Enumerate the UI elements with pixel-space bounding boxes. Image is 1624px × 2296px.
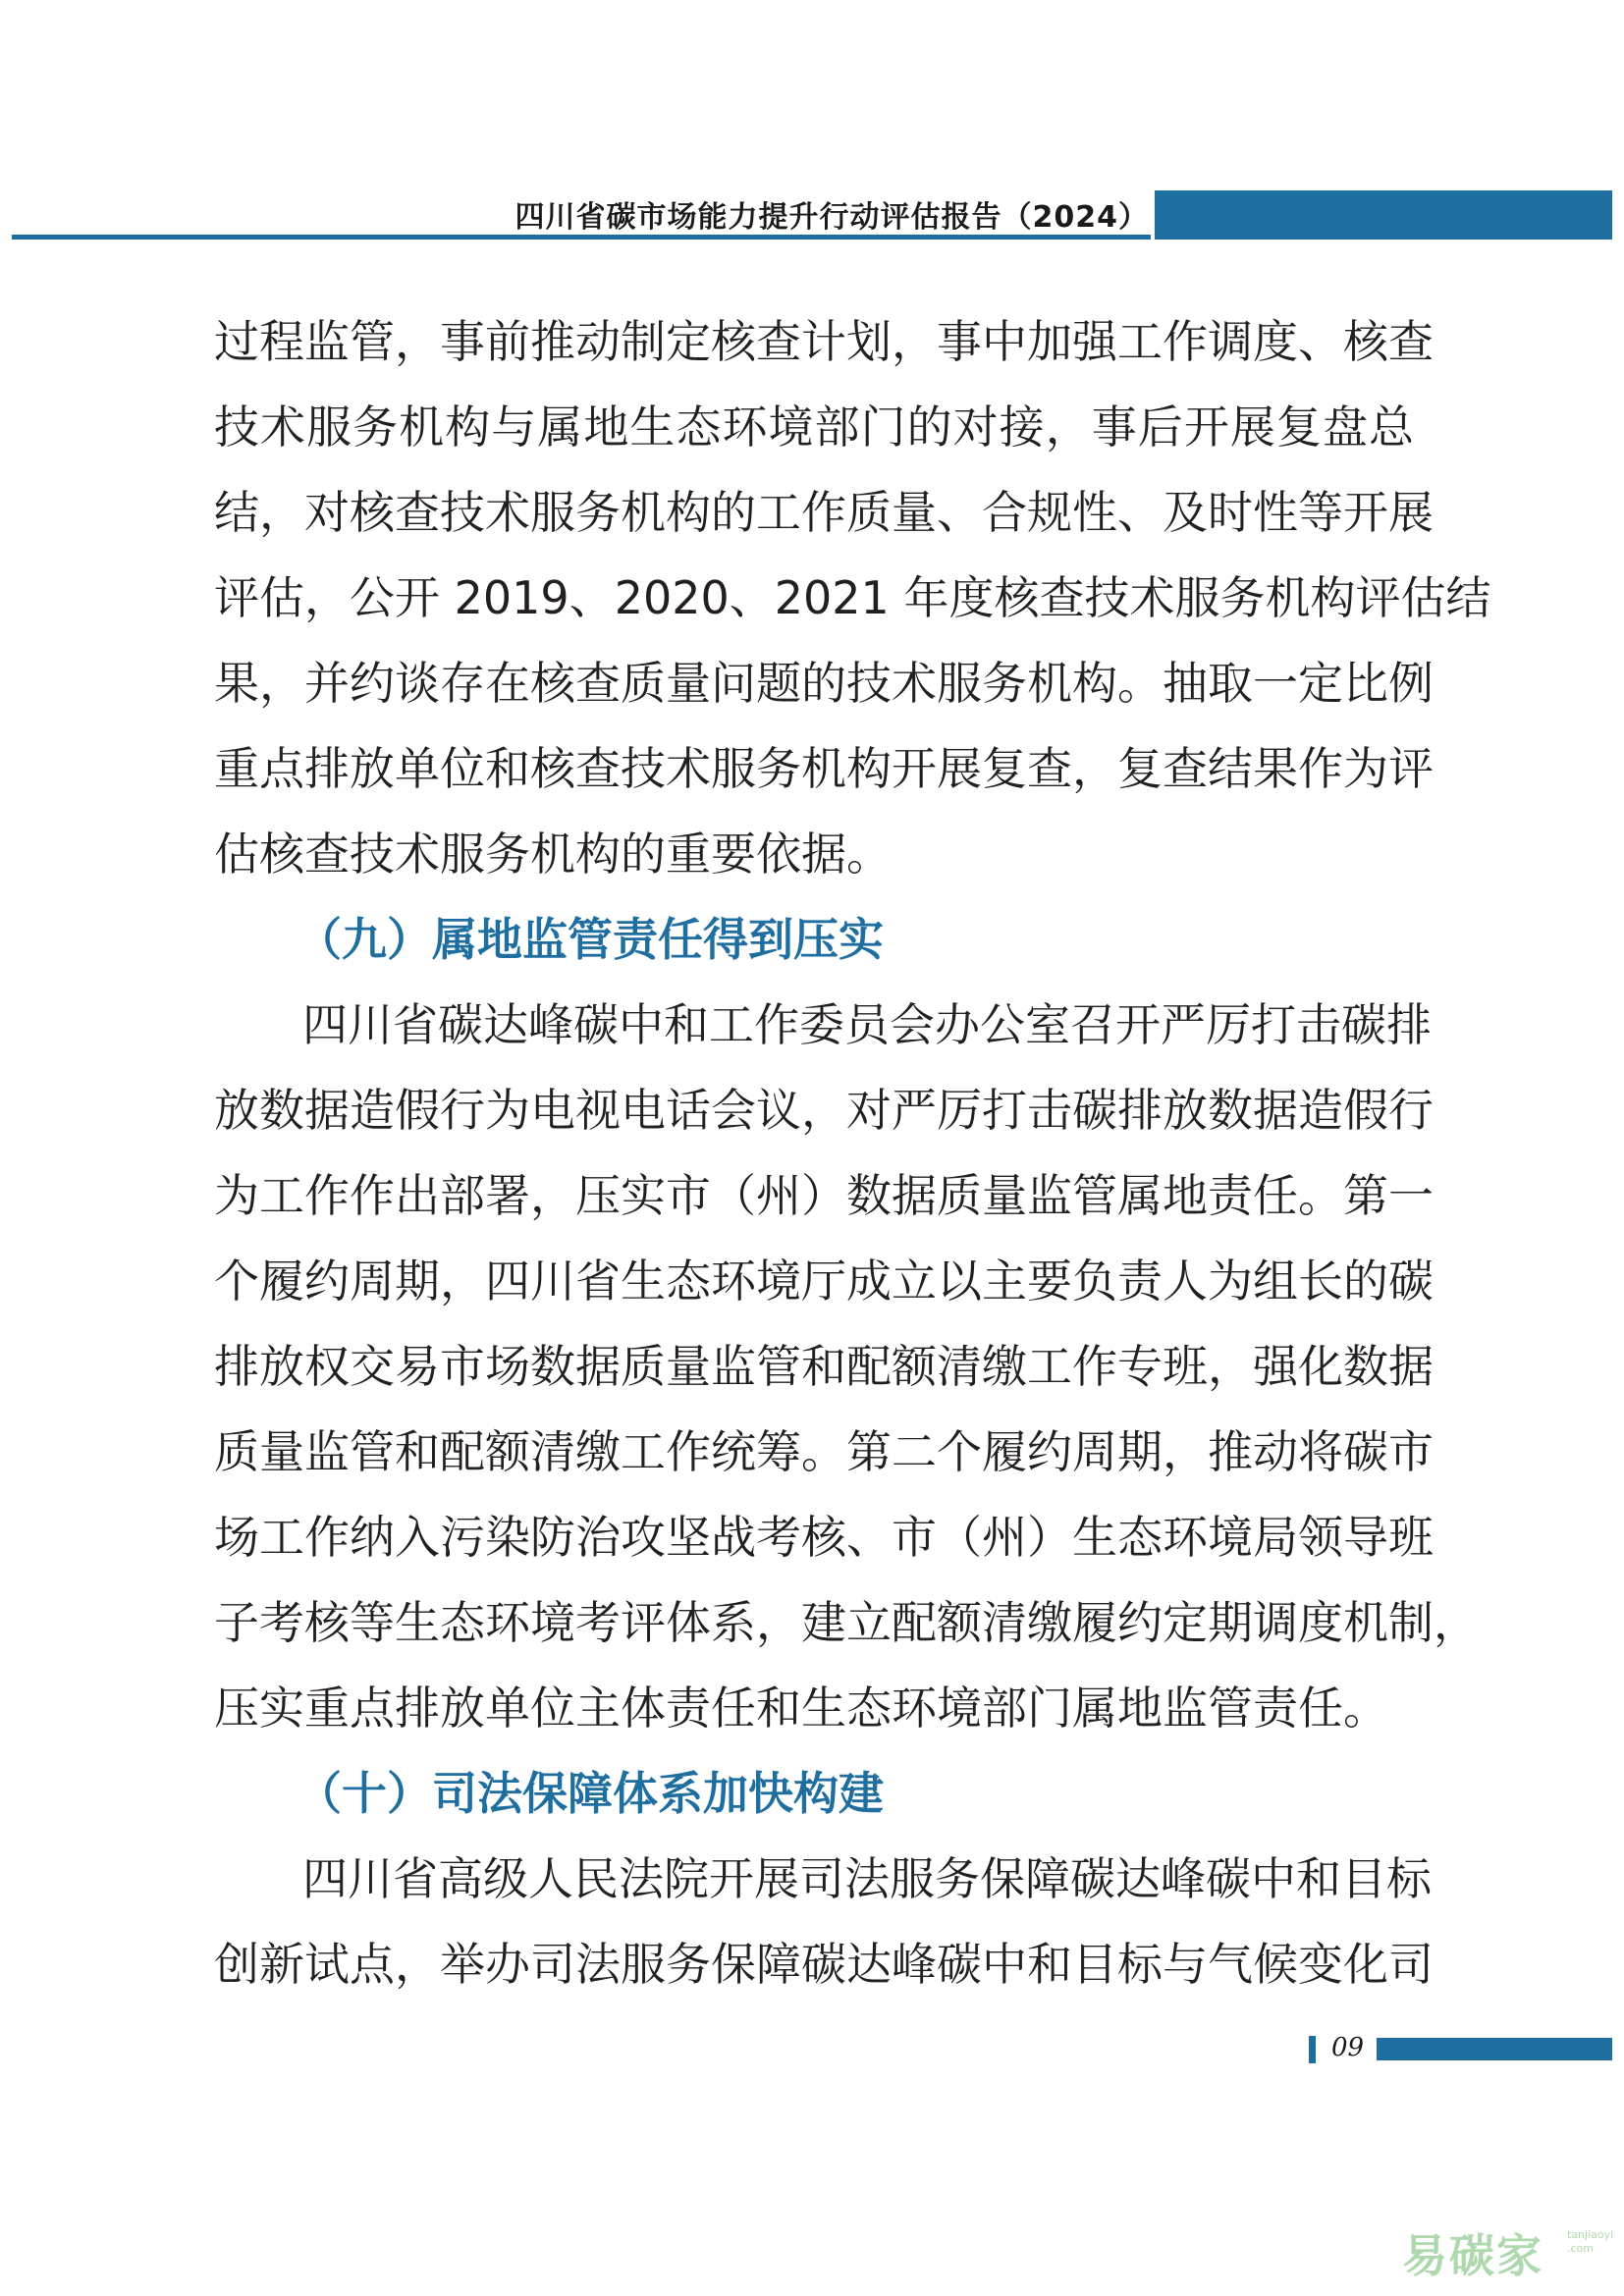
page-number: 09 xyxy=(1331,2033,1365,2062)
footer-marker xyxy=(1309,2036,1316,2063)
header-rule xyxy=(12,235,1151,240)
text-line: 估核查技术服务机构的重要依据。 xyxy=(214,828,892,881)
text-line: 个履约周期，四川省生态环境厅成立以主要负责人为组长的碳 xyxy=(214,1255,1434,1308)
text-line: 结，对核查技术服务机构的工作质量、合规性、及时性等开展 xyxy=(214,486,1434,539)
section-heading: （九）属地监管责任得到压实 xyxy=(297,913,884,966)
watermark-domain-line1: tanjiaoyi xyxy=(1567,2228,1614,2241)
text-line: 创新试点，举办司法服务保障碳达峰碳中和目标与气候变化司 xyxy=(214,1938,1434,1991)
text-line: 子考核等生态环境考评体系，建立配额清缴履约定期调度机制， xyxy=(214,1596,1479,1649)
text-line: 排放权交易市场数据质量监管和配额清缴工作专班，强化数据 xyxy=(214,1340,1434,1393)
text-line: 为工作作出部署，压实市（州）数据质量监管属地责任。第一 xyxy=(214,1169,1434,1222)
text-line: 过程监管，事前推动制定核查计划，事中加强工作调度、核查 xyxy=(214,315,1434,368)
text-line: 压实重点排放单位主体责任和生态环境部门属地监管责任。 xyxy=(214,1682,1388,1735)
paragraph-first-line: 四川省碳达峰碳中和工作委员会办公室召开严厉打击碳排 xyxy=(302,998,1432,1051)
text-line: 放数据造假行为电视电话会议，对严厉打击碳排放数据造假行 xyxy=(214,1084,1434,1137)
text-line: 技术服务机构与属地生态环境部门的对接，事后开展复盘总 xyxy=(214,400,1414,454)
watermark-domain xyxy=(1567,2228,1613,2256)
section-heading: （十）司法保障体系加快构建 xyxy=(297,1767,884,1820)
paragraph-first-line: 四川省高级人民法院开展司法服务保障碳达峰碳中和目标 xyxy=(302,1852,1432,1905)
running-header-title: 四川省碳市场能力提升行动评估报告（2024） xyxy=(514,200,1149,235)
page-body xyxy=(214,299,1491,2007)
watermark-domain-line2: .com xyxy=(1567,2242,1594,2255)
text-line: 场工作纳入污染防治攻坚战考核、市（州）生态环境局领导班 xyxy=(214,1511,1434,1564)
footer-accent-block xyxy=(1377,2038,1612,2060)
header-accent-block xyxy=(1155,190,1612,240)
text-line: 重点排放单位和核查技术服务机构开展复查，复查结果作为评 xyxy=(214,742,1434,795)
text-line: 果，并约谈存在核查质量问题的技术服务机构。抽取一定比例 xyxy=(214,657,1434,710)
text-line: 评估，公开 2019、2020、2021 年度核查技术服务机构评估结 xyxy=(214,571,1491,624)
watermark-logo: 易碳家 xyxy=(1402,2229,1543,2282)
text-line: 质量监管和配额清缴工作统筹。第二个履约周期，推动将碳市 xyxy=(214,1425,1434,1478)
